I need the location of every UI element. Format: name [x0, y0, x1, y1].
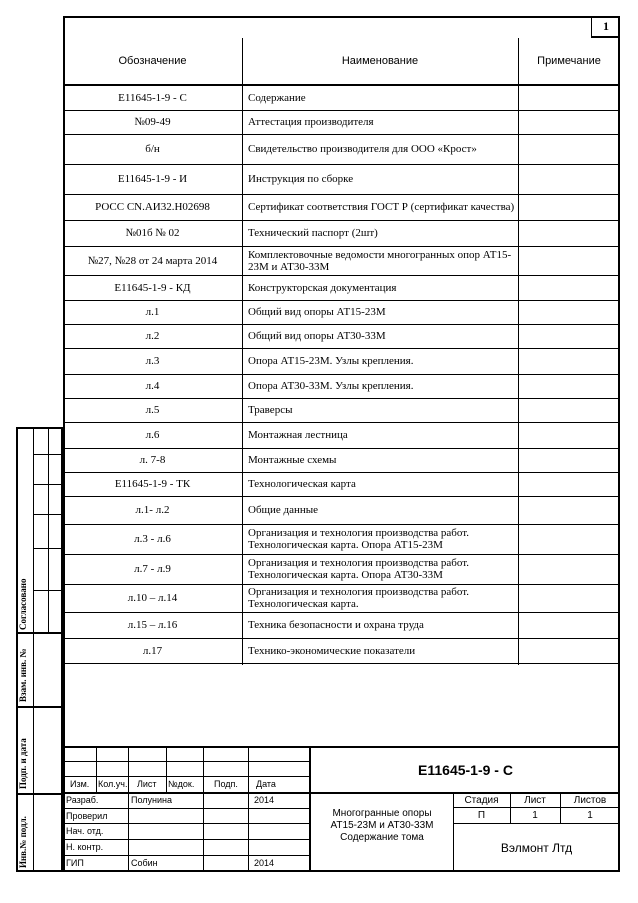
tb-grid: [96, 746, 97, 793]
row-designation: л.7 - л.9: [134, 563, 171, 575]
row-name: Инструкция по сборке: [248, 173, 354, 185]
row-name: Организация и технология производства работ. Технологическая карта. Опора АТ30-33М: [248, 557, 469, 581]
row-name: Технико-экономические показатели: [248, 644, 416, 657]
row-designation: л.2: [145, 330, 160, 342]
page-number: 1: [591, 16, 620, 38]
row-name: Техника безопасности и охрана труда: [248, 619, 424, 631]
tb-grid: [128, 746, 129, 872]
sheet-value: 1: [532, 809, 538, 821]
row-name: Организация и технология производства работ. Технологическая карта. Опора АТ15-23М: [248, 527, 469, 551]
tb-grid: [63, 761, 309, 762]
side-stamp-divider: [16, 793, 63, 795]
row-designation: РОСС CN.АИ32.Н02698: [95, 201, 210, 213]
tb-grid: [166, 746, 167, 793]
document-title: [311, 808, 453, 844]
side-label-sign-date: Подп. и дата: [18, 738, 28, 789]
tb-grid: [248, 746, 249, 872]
tb-col-qty: Кол.уч.: [98, 779, 128, 789]
stage-label: Стадия: [464, 794, 499, 806]
row-designation: л.6: [145, 429, 160, 441]
tb-role-head: Нач. отд.: [66, 826, 104, 836]
side-label-inv-replace: Взам. инв. №: [18, 648, 28, 702]
sheets-label: Листов: [573, 794, 607, 806]
row-name: Общие данные: [248, 504, 319, 516]
row-name: Опора АТ15-23М. Узлы крепления.: [248, 355, 414, 367]
row-designation: л.1- л.2: [135, 504, 170, 516]
row-designation: Е11645-1-9 - КД: [114, 281, 191, 294]
row-designation: л.3 - л.6: [134, 533, 171, 545]
row-name: Технический паспорт (2шт): [248, 227, 378, 239]
row-designation: л.15 – л.16: [127, 619, 178, 631]
table-divider: [518, 38, 519, 665]
tb-col-sign: Подп.: [214, 779, 238, 789]
column-header-note: Примечание: [518, 38, 620, 86]
tb-grid: [63, 839, 309, 840]
company-name: Вэлмонт Лтд: [500, 841, 573, 855]
row-designation: Е11645-1-9 - ТК: [114, 478, 191, 490]
row-designation: л.17: [142, 644, 163, 657]
tb-role-checker: Проверил: [66, 811, 108, 821]
row-name: Организация и технология производства работ. Технологическая карта.: [248, 586, 469, 610]
title-block-top: [63, 746, 620, 748]
row-designation: л.3: [145, 355, 160, 367]
side-stamp-divider: [16, 632, 63, 634]
tb-role-gip: ГИП: [66, 858, 84, 868]
tb-role-norm: Н. контр.: [66, 842, 104, 852]
row-designation: л.5: [145, 404, 160, 416]
row-name: Монтажная лестница: [248, 429, 348, 441]
tb-date-gip: 2014: [254, 858, 275, 868]
tb-col-sheet: Лист: [137, 779, 157, 789]
tb-grid: [63, 855, 309, 856]
row-name: Общий вид опоры АТ30-33М: [248, 330, 386, 342]
row-name: Траверсы: [248, 404, 293, 416]
row-designation: №27, №28 от 24 марта 2014: [87, 254, 218, 267]
column-header-name: Наименование: [242, 38, 518, 86]
row-name: Конструкторская документация: [248, 281, 397, 294]
side-label-inv-original: Инв.№ подл.: [18, 816, 28, 868]
tb-col-date: Дата: [256, 779, 276, 789]
row-designation: Е11645-1-9 - И: [117, 173, 188, 185]
tb-person-developer: Полунина: [131, 795, 173, 805]
row-designation: б/н: [145, 143, 160, 155]
row-name: Монтажные схемы: [248, 454, 337, 466]
side-label-agreed: Согласовано: [18, 578, 28, 630]
row-designation: Е11645-1-9 - С: [118, 92, 187, 104]
row-name: Общий вид опоры АТ15-23М: [248, 306, 386, 318]
tb-person-gip: Собин: [131, 858, 158, 868]
tb-col-change: Изм.: [70, 779, 90, 789]
table-row-line: [63, 663, 620, 664]
row-name: Сертификат соответствия ГОСТ Р (сертификат качества): [248, 201, 515, 213]
document-code: Е11645-1-9 - С: [418, 762, 513, 778]
row-designation: л.10 – л.14: [127, 592, 178, 604]
document-title-line: Многогранные опоры: [332, 808, 432, 819]
row-designation: л. 7-8: [139, 454, 166, 466]
row-designation: л.4: [145, 380, 160, 392]
tb-grid: [63, 823, 309, 824]
tb-col-docnum: №док.: [168, 779, 195, 789]
row-name: Аттестация производителя: [248, 116, 374, 128]
row-name: Технологическая карта: [248, 478, 356, 490]
side-stamp-divider: [16, 706, 63, 708]
row-designation: л.1: [145, 306, 160, 318]
row-name: Опора АТ30-33М. Узлы крепления.: [248, 380, 414, 392]
tb-role-developer: Разраб.: [66, 795, 99, 805]
tb-grid: [63, 776, 309, 777]
row-name: Содержание: [248, 92, 306, 104]
tb-grid: [203, 746, 204, 872]
document-title-line: АТ15-23М и АТ30-33М: [330, 820, 434, 831]
row-designation: №09-49: [134, 116, 171, 128]
stage-value: П: [477, 809, 486, 821]
row-name: Комплектовочные ведомости многогранных опор АТ15-23М и АТ30-33М: [248, 248, 512, 273]
document-title-line: Содержание тома: [340, 832, 424, 843]
side-stamp-divider: [48, 427, 49, 632]
column-header-designation: Обозначение: [63, 38, 242, 86]
row-name: Свидетельство производителя для ООО «Крост»: [248, 143, 477, 155]
tb-grid: [63, 808, 309, 809]
sheets-value: 1: [587, 809, 593, 821]
side-stamp-divider: [33, 427, 34, 872]
tb-date-developer: 2014: [254, 795, 275, 805]
sheet-label: Лист: [524, 794, 546, 806]
row-designation: №01б № 02: [125, 227, 180, 239]
